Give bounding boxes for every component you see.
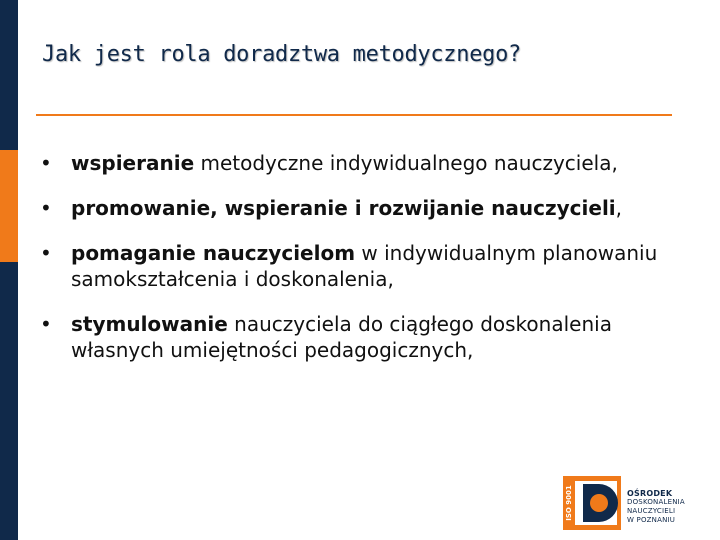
odn-logo-text [627, 489, 685, 525]
bullet-item-4 [40, 311, 660, 363]
logo-line-1: OŚRODEK [627, 489, 673, 498]
odn-logo [563, 476, 713, 530]
bullet-list [40, 150, 660, 382]
bullet-strong-text: wspieranie [71, 151, 195, 175]
bullet-strong-text: promowanie, wspieranie i rozwijanie nauczycieli [71, 196, 616, 220]
slide-title: Jak jest rola doradztwa metodycznego? [42, 42, 521, 67]
bullet-text: , [615, 196, 623, 220]
logo-line-2: DOSKONALENIA [627, 498, 685, 506]
iso-label: ISO 9001 [565, 485, 573, 521]
logo-line-4: W POZNANIU [627, 516, 676, 524]
bullet-text: nauczyciela do ciągłego doskonalenia własnych umiejętności pedagogicznych, [71, 312, 612, 362]
sidebar-orange-accent [0, 150, 18, 262]
bullet-dot: • [40, 196, 52, 220]
sidebar-navy-top [0, 0, 18, 150]
bullet-text: metodyczne indywidualnego nauczyciela, [194, 151, 618, 175]
bullet-dot: • [40, 151, 52, 175]
bullet-dot: • [40, 241, 52, 265]
bullet-strong-text: pomaganie nauczycielom [71, 241, 356, 265]
bullet-text: w indywidualnym planowaniu samokształcenia i doskonalenia, [71, 241, 658, 291]
sidebar-navy-bottom [0, 262, 18, 540]
bullet-item-1 [40, 150, 660, 176]
logo-line-3: NAUCZYCIELI [627, 507, 676, 515]
bullet-strong-text: stymulowanie [71, 312, 228, 336]
bullet-dot: • [40, 312, 52, 336]
title-underline [36, 114, 672, 116]
bullet-item-3 [40, 240, 660, 292]
bullet-item-2 [40, 195, 660, 221]
odn-logo-mark [563, 476, 621, 530]
